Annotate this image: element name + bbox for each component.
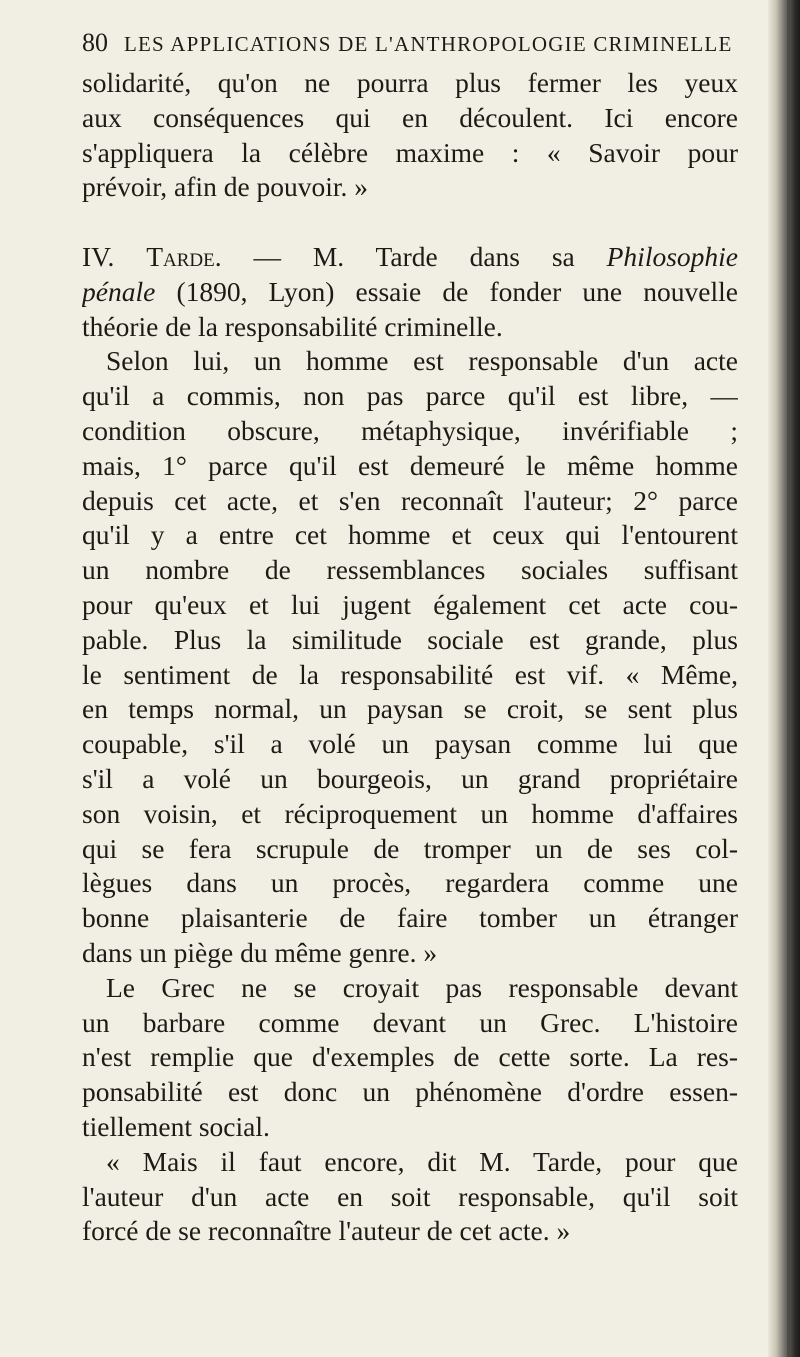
text-line: ponsabilité est donc un phénomène d'ordre essen- (82, 1076, 738, 1108)
text-line: qui se fera scrupule de tromper un de ses col- (82, 832, 738, 864)
text-line: Le Grec ne se croyait pas responsable devant (106, 971, 738, 1003)
text-fragment: (1890, Lyon) essaie de fonder une nouvelle (155, 275, 738, 307)
binding-line (787, 0, 790, 1357)
small-caps-name: Tarde (146, 240, 215, 272)
text-fragment: IV. (82, 240, 147, 272)
text-line: s'appliquera la célèbre maxime : « Savoir pour (82, 136, 738, 168)
text-line: mais, 1° parce qu'il est demeuré le même homme (82, 449, 738, 481)
running-title: LES APPLICATIONS DE L'ANTHROPOLOGIE CRIMINELLE (124, 32, 733, 56)
text-line: en temps normal, un paysan se croit, se sent plus (82, 693, 738, 725)
text-line: forcé de se reconnaître l'auteur de cet acte. » (82, 1215, 571, 1247)
text-fragment: . — M. Tarde dans sa (214, 240, 607, 272)
text-line: théorie de la responsabilité criminelle. (82, 310, 503, 342)
page-number: 80 (82, 28, 108, 57)
text-line: un barbare comme devant un Grec. L'histoire (82, 1006, 738, 1038)
page-edge-shadow (768, 0, 800, 1357)
italic-title-fragment: pénale (82, 275, 156, 307)
text-line: n'est remplie que d'exemples de cette sorte. La res- (82, 1041, 738, 1073)
text-line: bonne plaisanterie de faire tomber un étranger (82, 902, 738, 934)
text-line: son voisin, et réciproquement un homme d'affaires (82, 797, 738, 829)
text-line: Selon lui, un homme est responsable d'un acte (106, 345, 738, 377)
running-head (82, 28, 742, 58)
body-text (82, 66, 738, 1249)
text-line: prévoir, afin de pouvoir. » (82, 171, 369, 203)
paragraph-gap (82, 205, 738, 240)
text-line: lègues dans un procès, regardera comme une (82, 867, 738, 899)
text-line: le sentiment de la responsabilité est vif. « Même, (82, 658, 738, 690)
text-line: solidarité, qu'on ne pourra plus fermer les yeux (82, 67, 738, 98)
text-line: qu'il a commis, non pas parce qu'il est libre, — (82, 380, 738, 412)
text-line: tiellement social. (82, 1110, 270, 1142)
text-line: aux conséquences qui en découlent. Ici encore (82, 101, 738, 133)
text-line (82, 275, 738, 310)
text-line: dans un piège du même genre. » (82, 936, 438, 968)
text-line: l'auteur d'un acte en soit responsable, qu'il soit (82, 1180, 738, 1212)
text-line: un nombre de ressemblances sociales suffisant (82, 554, 738, 586)
italic-title-fragment: Philosophie (606, 240, 738, 272)
text-line: s'il a volé un bourgeois, un grand propriétaire (82, 762, 738, 794)
text-line: coupable, s'il a volé un paysan comme lui que (82, 728, 738, 760)
text-line: pour qu'eux et lui jugent également cet acte cou- (82, 588, 738, 620)
text-line: condition obscure, métaphysique, invérifiable ; (82, 414, 738, 446)
text-line: pable. Plus la similitude sociale est grande, plus (82, 623, 738, 655)
text-line: depuis cet acte, et s'en reconnaît l'auteur; 2° parce (82, 484, 738, 516)
text-line: « Mais il faut encore, dit M. Tarde, pour que (106, 1145, 738, 1177)
text-line (82, 240, 738, 275)
text-line: qu'il y a entre cet homme et ceux qui l'entourent (82, 519, 738, 551)
